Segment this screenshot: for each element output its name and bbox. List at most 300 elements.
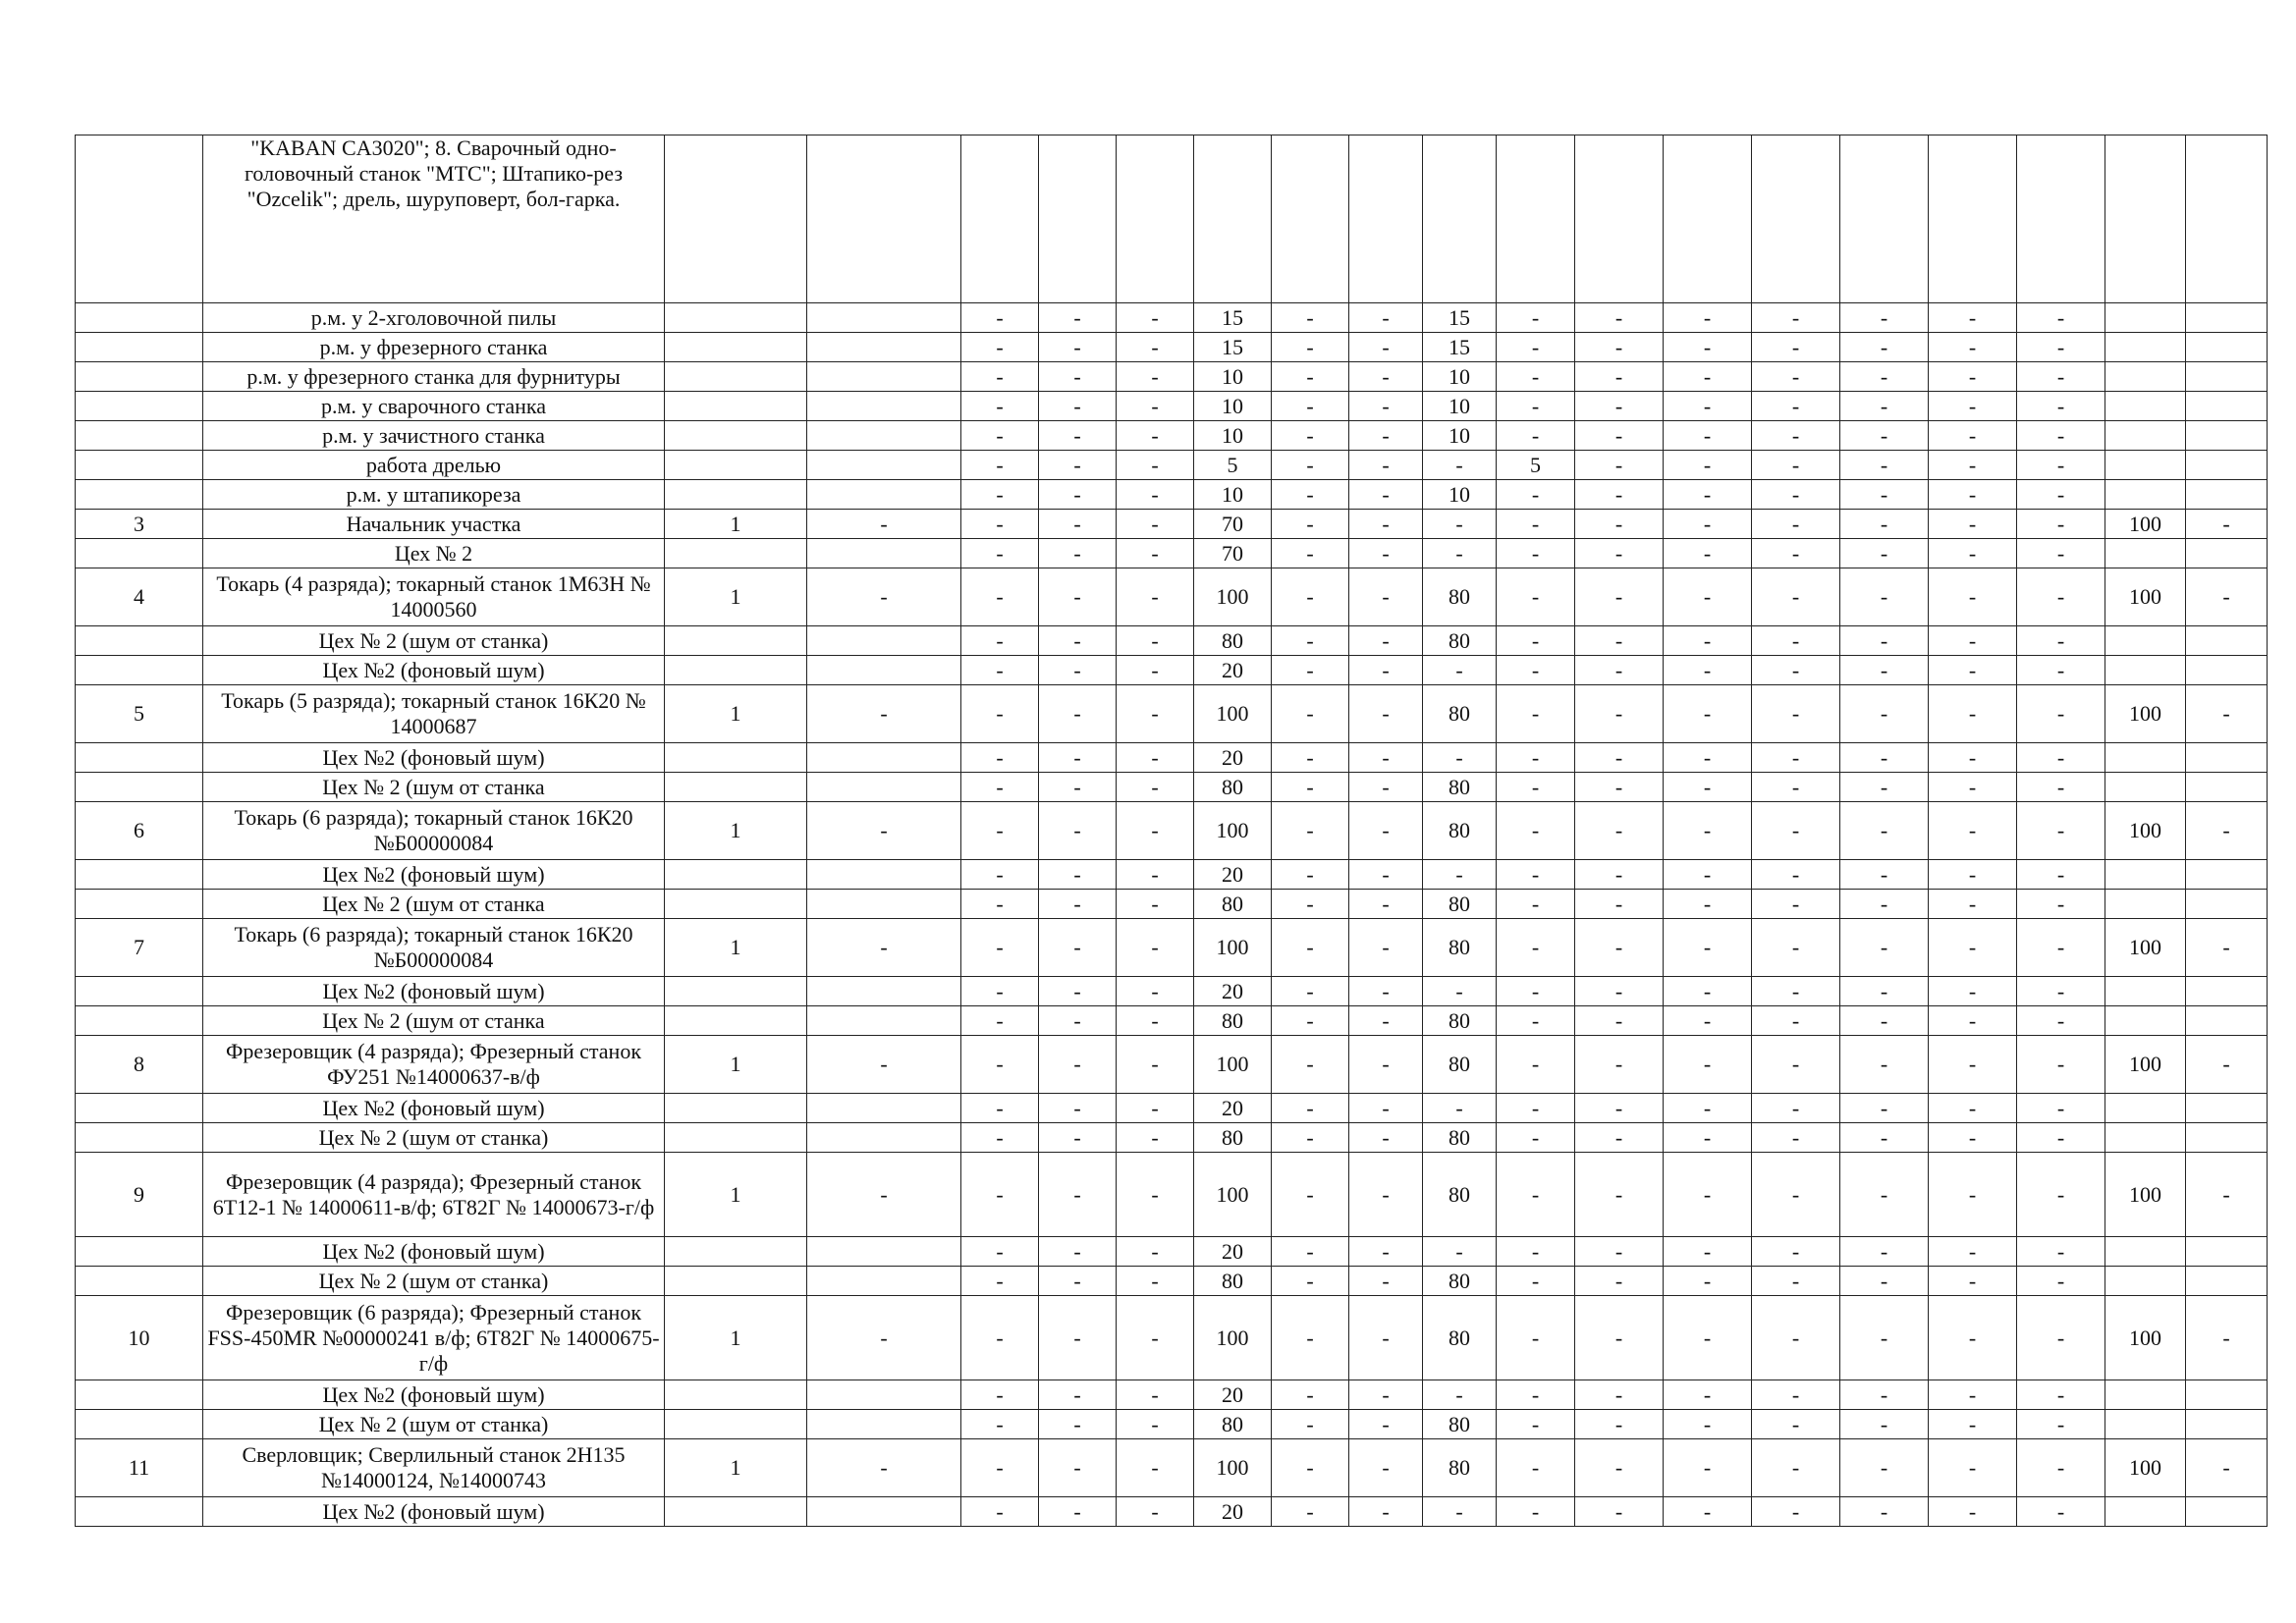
value-cell: - xyxy=(1117,890,1194,919)
value-cell: - xyxy=(2186,568,2268,626)
row-description: Токарь (6 разряда); токарный станок 16К20 №Б00000084 xyxy=(203,919,665,977)
value-cell xyxy=(2186,1094,2268,1123)
value-cell: - xyxy=(1039,392,1117,421)
row-number: 11 xyxy=(76,1439,203,1497)
value-cell: 100 xyxy=(1194,568,1272,626)
value-cell: - xyxy=(1575,656,1664,685)
value-cell: - xyxy=(1664,977,1752,1006)
value-cell xyxy=(807,1123,961,1153)
table-row xyxy=(76,1123,2268,1153)
value-cell: - xyxy=(1117,977,1194,1006)
value-cell xyxy=(2105,480,2186,510)
value-cell xyxy=(1272,135,1349,303)
value-cell: - xyxy=(1664,1267,1752,1296)
value-cell: - xyxy=(1840,1497,1929,1527)
value-cell: - xyxy=(1752,1497,1840,1527)
value-cell: - xyxy=(1840,303,1929,333)
value-cell: - xyxy=(2017,568,2105,626)
value-cell: - xyxy=(1349,1036,1423,1094)
value-cell: 10 xyxy=(1423,421,1497,451)
row-description: Цех № 2 (шум от станка) xyxy=(203,1123,665,1153)
value-cell: - xyxy=(1664,1296,1752,1380)
noise-assessment-table xyxy=(75,135,2268,1527)
value-cell: - xyxy=(1423,510,1497,539)
value-cell: - xyxy=(1664,890,1752,919)
value-cell: - xyxy=(1752,510,1840,539)
value-cell: 20 xyxy=(1194,656,1272,685)
value-cell: 80 xyxy=(1194,1123,1272,1153)
value-cell: 20 xyxy=(1194,743,1272,773)
value-cell: - xyxy=(1423,1380,1497,1410)
value-cell xyxy=(665,480,807,510)
value-cell: - xyxy=(1272,743,1349,773)
value-cell: - xyxy=(1349,1497,1423,1527)
value-cell: 80 xyxy=(1194,626,1272,656)
value-cell: - xyxy=(2186,1036,2268,1094)
value-cell xyxy=(807,480,961,510)
value-cell: - xyxy=(1664,1094,1752,1123)
value-cell xyxy=(2017,135,2105,303)
value-cell: - xyxy=(1664,480,1752,510)
row-number: 8 xyxy=(76,1036,203,1094)
value-cell: - xyxy=(1752,1094,1840,1123)
value-cell: - xyxy=(1752,977,1840,1006)
value-cell: - xyxy=(1752,1410,1840,1439)
value-cell: - xyxy=(1575,1380,1664,1410)
row-number xyxy=(76,421,203,451)
value-cell: - xyxy=(1272,1439,1349,1497)
value-cell: - xyxy=(1664,626,1752,656)
value-cell: - xyxy=(1929,860,2017,890)
value-cell: - xyxy=(2017,1006,2105,1036)
value-cell: - xyxy=(1497,1410,1575,1439)
value-cell: - xyxy=(1929,1410,2017,1439)
value-cell: - xyxy=(1117,303,1194,333)
value-cell: - xyxy=(1349,1237,1423,1267)
value-cell xyxy=(665,860,807,890)
value-cell: - xyxy=(961,860,1039,890)
value-cell: - xyxy=(1497,1153,1575,1237)
value-cell: - xyxy=(961,362,1039,392)
value-cell: - xyxy=(961,421,1039,451)
value-cell xyxy=(807,362,961,392)
value-cell xyxy=(2186,890,2268,919)
value-cell: - xyxy=(1039,743,1117,773)
value-cell: - xyxy=(1929,568,2017,626)
value-cell: - xyxy=(1664,1153,1752,1237)
value-cell: - xyxy=(1575,1267,1664,1296)
value-cell: - xyxy=(1349,773,1423,802)
value-cell: - xyxy=(1575,362,1664,392)
value-cell: - xyxy=(1929,626,2017,656)
value-cell xyxy=(2105,539,2186,568)
value-cell: - xyxy=(1575,1497,1664,1527)
value-cell xyxy=(807,1094,961,1123)
value-cell xyxy=(807,1267,961,1296)
value-cell: 10 xyxy=(1423,392,1497,421)
value-cell: - xyxy=(1272,1380,1349,1410)
value-cell xyxy=(807,1380,961,1410)
value-cell: - xyxy=(1575,480,1664,510)
value-cell: 80 xyxy=(1423,890,1497,919)
row-number xyxy=(76,656,203,685)
row-number xyxy=(76,860,203,890)
value-cell: 80 xyxy=(1423,1410,1497,1439)
value-cell: - xyxy=(1117,510,1194,539)
value-cell: - xyxy=(1929,1296,2017,1380)
value-cell: - xyxy=(1752,1237,1840,1267)
value-cell: - xyxy=(1497,773,1575,802)
value-cell xyxy=(2105,1410,2186,1439)
value-cell: - xyxy=(1497,860,1575,890)
value-cell: 80 xyxy=(1423,1036,1497,1094)
value-cell: - xyxy=(1840,656,1929,685)
table-row xyxy=(76,333,2268,362)
row-description: р.м. у зачистного станка xyxy=(203,421,665,451)
value-cell: - xyxy=(2017,451,2105,480)
value-cell: 70 xyxy=(1194,510,1272,539)
value-cell: - xyxy=(1497,1267,1575,1296)
value-cell: - xyxy=(1117,1439,1194,1497)
value-cell: - xyxy=(1752,1123,1840,1153)
value-cell xyxy=(665,451,807,480)
value-cell: - xyxy=(1039,303,1117,333)
value-cell: - xyxy=(1752,480,1840,510)
value-cell: - xyxy=(961,626,1039,656)
value-cell: - xyxy=(807,1153,961,1237)
value-cell: - xyxy=(1497,303,1575,333)
value-cell xyxy=(2186,1410,2268,1439)
value-cell: - xyxy=(2017,1153,2105,1237)
value-cell: - xyxy=(1272,1410,1349,1439)
value-cell: - xyxy=(961,1296,1039,1380)
value-cell: 10 xyxy=(1194,392,1272,421)
value-cell: - xyxy=(1840,1380,1929,1410)
value-cell: - xyxy=(1575,685,1664,743)
value-cell xyxy=(2105,135,2186,303)
row-description: Фрезеровщик (4 разряда); Фрезерный станок ФУ251 №14000637-в/ф xyxy=(203,1036,665,1094)
value-cell: - xyxy=(1039,1439,1117,1497)
value-cell: - xyxy=(1497,977,1575,1006)
row-number xyxy=(76,773,203,802)
row-description: Цех № 2 (шум от станка) xyxy=(203,1410,665,1439)
value-cell: - xyxy=(1117,480,1194,510)
value-cell xyxy=(807,743,961,773)
value-cell: 100 xyxy=(1194,1439,1272,1497)
value-cell: - xyxy=(1349,1296,1423,1380)
value-cell: - xyxy=(1497,362,1575,392)
value-cell: - xyxy=(1423,1497,1497,1527)
value-cell: - xyxy=(1039,1410,1117,1439)
value-cell: - xyxy=(1575,1237,1664,1267)
value-cell: - xyxy=(1575,568,1664,626)
row-description: Цех №2 (фоновый шум) xyxy=(203,1380,665,1410)
value-cell xyxy=(665,392,807,421)
value-cell: - xyxy=(1349,1153,1423,1237)
value-cell: 1 xyxy=(665,568,807,626)
value-cell: 100 xyxy=(2105,919,2186,977)
value-cell: - xyxy=(2017,333,2105,362)
value-cell: 20 xyxy=(1194,860,1272,890)
value-cell: - xyxy=(1117,1267,1194,1296)
value-cell: 15 xyxy=(1194,333,1272,362)
value-cell xyxy=(807,1410,961,1439)
value-cell: - xyxy=(1929,685,2017,743)
value-cell: - xyxy=(1349,303,1423,333)
value-cell: - xyxy=(1664,451,1752,480)
value-cell: - xyxy=(2017,1036,2105,1094)
value-cell: - xyxy=(1039,510,1117,539)
row-description: Сверловщик; Сверлильный станок 2Н135 №14000124, №14000743 xyxy=(203,1439,665,1497)
value-cell: 80 xyxy=(1194,773,1272,802)
value-cell: 80 xyxy=(1423,1006,1497,1036)
value-cell: 100 xyxy=(1194,802,1272,860)
value-cell xyxy=(2105,773,2186,802)
value-cell: - xyxy=(1272,685,1349,743)
value-cell: - xyxy=(1752,685,1840,743)
table-row xyxy=(76,135,2268,303)
value-cell: - xyxy=(1272,1296,1349,1380)
row-number xyxy=(76,539,203,568)
row-description: Цех №2 (фоновый шум) xyxy=(203,977,665,1006)
value-cell: - xyxy=(1039,451,1117,480)
value-cell: - xyxy=(1349,860,1423,890)
value-cell: - xyxy=(961,539,1039,568)
value-cell: - xyxy=(2017,1380,2105,1410)
value-cell xyxy=(665,1380,807,1410)
value-cell: - xyxy=(1664,919,1752,977)
value-cell: - xyxy=(1349,1439,1423,1497)
value-cell xyxy=(2105,421,2186,451)
value-cell: - xyxy=(1929,1267,2017,1296)
value-cell: - xyxy=(807,685,961,743)
value-cell: - xyxy=(961,1267,1039,1296)
table-row xyxy=(76,392,2268,421)
value-cell: - xyxy=(1117,1006,1194,1036)
row-number xyxy=(76,1380,203,1410)
value-cell: - xyxy=(2017,626,2105,656)
value-cell: 1 xyxy=(665,802,807,860)
value-cell: - xyxy=(1752,1380,1840,1410)
value-cell xyxy=(2186,1497,2268,1527)
table-row xyxy=(76,1153,2268,1237)
value-cell: - xyxy=(1117,1036,1194,1094)
value-cell xyxy=(665,1123,807,1153)
value-cell xyxy=(2105,1094,2186,1123)
value-cell: - xyxy=(1349,333,1423,362)
value-cell xyxy=(807,626,961,656)
value-cell: - xyxy=(807,802,961,860)
value-cell: 80 xyxy=(1423,1267,1497,1296)
value-cell: - xyxy=(1575,1036,1664,1094)
value-cell: - xyxy=(1117,392,1194,421)
value-cell: 1 xyxy=(665,510,807,539)
value-cell: - xyxy=(1575,919,1664,977)
value-cell: - xyxy=(1752,303,1840,333)
row-number xyxy=(76,333,203,362)
value-cell: - xyxy=(1039,919,1117,977)
value-cell: - xyxy=(1664,1237,1752,1267)
value-cell: 80 xyxy=(1423,1123,1497,1153)
value-cell: - xyxy=(1575,1094,1664,1123)
table-row xyxy=(76,1237,2268,1267)
value-cell: - xyxy=(1497,568,1575,626)
value-cell xyxy=(2186,539,2268,568)
row-number xyxy=(76,392,203,421)
table-row xyxy=(76,303,2268,333)
value-cell: - xyxy=(1840,743,1929,773)
table-row xyxy=(76,451,2268,480)
value-cell xyxy=(2105,1267,2186,1296)
value-cell xyxy=(807,656,961,685)
row-description: Цех №2 (фоновый шум) xyxy=(203,860,665,890)
value-cell: 100 xyxy=(2105,510,2186,539)
value-cell: - xyxy=(1349,1267,1423,1296)
table-row xyxy=(76,362,2268,392)
table-row xyxy=(76,1439,2268,1497)
value-cell xyxy=(2186,1006,2268,1036)
value-cell: - xyxy=(1272,1267,1349,1296)
value-cell xyxy=(2186,135,2268,303)
value-cell xyxy=(2186,451,2268,480)
value-cell: - xyxy=(1349,480,1423,510)
value-cell: - xyxy=(1423,539,1497,568)
value-cell: 20 xyxy=(1194,977,1272,1006)
value-cell: - xyxy=(1272,1123,1349,1153)
value-cell: - xyxy=(2017,743,2105,773)
value-cell: 1 xyxy=(665,1036,807,1094)
row-description: Токарь (4 разряда); токарный станок 1М63Н № 14000560 xyxy=(203,568,665,626)
value-cell: - xyxy=(1664,1123,1752,1153)
value-cell: - xyxy=(1039,773,1117,802)
value-cell xyxy=(2186,860,2268,890)
value-cell: - xyxy=(1349,421,1423,451)
value-cell: - xyxy=(2186,802,2268,860)
value-cell: - xyxy=(1423,860,1497,890)
value-cell xyxy=(1575,135,1664,303)
table-row xyxy=(76,421,2268,451)
table-row xyxy=(76,1006,2268,1036)
value-cell: - xyxy=(1272,1094,1349,1123)
value-cell: - xyxy=(1929,1094,2017,1123)
value-cell: - xyxy=(1840,539,1929,568)
value-cell: - xyxy=(1272,890,1349,919)
value-cell: - xyxy=(1039,1036,1117,1094)
value-cell: - xyxy=(1575,1006,1664,1036)
row-description: Цех №2 (фоновый шум) xyxy=(203,656,665,685)
value-cell xyxy=(2105,451,2186,480)
value-cell xyxy=(2105,1497,2186,1527)
table-row xyxy=(76,860,2268,890)
value-cell: - xyxy=(2017,303,2105,333)
value-cell: 100 xyxy=(2105,1153,2186,1237)
value-cell: - xyxy=(1117,362,1194,392)
value-cell: - xyxy=(1840,510,1929,539)
value-cell: - xyxy=(1840,333,1929,362)
value-cell: - xyxy=(2017,890,2105,919)
value-cell: - xyxy=(961,392,1039,421)
value-cell xyxy=(665,890,807,919)
table-row xyxy=(76,1267,2268,1296)
row-number xyxy=(76,451,203,480)
value-cell: - xyxy=(2017,773,2105,802)
value-cell: - xyxy=(1575,890,1664,919)
value-cell: - xyxy=(1497,1497,1575,1527)
value-cell: - xyxy=(1929,919,2017,977)
value-cell: - xyxy=(1349,626,1423,656)
value-cell: - xyxy=(1039,802,1117,860)
value-cell: - xyxy=(1664,1036,1752,1094)
value-cell: - xyxy=(1664,303,1752,333)
value-cell: 100 xyxy=(2105,1036,2186,1094)
value-cell: - xyxy=(2017,539,2105,568)
value-cell: - xyxy=(1840,1123,1929,1153)
value-cell: - xyxy=(1840,392,1929,421)
row-description: р.м. у 2-хголовочной пилы xyxy=(203,303,665,333)
table-row xyxy=(76,773,2268,802)
value-cell: 80 xyxy=(1194,1267,1272,1296)
value-cell: 20 xyxy=(1194,1380,1272,1410)
value-cell xyxy=(665,135,807,303)
table-row xyxy=(76,743,2268,773)
value-cell: - xyxy=(961,977,1039,1006)
value-cell: - xyxy=(1752,451,1840,480)
value-cell: - xyxy=(1039,1380,1117,1410)
value-cell: - xyxy=(2017,1497,2105,1527)
value-cell: - xyxy=(1272,539,1349,568)
value-cell: - xyxy=(1575,626,1664,656)
value-cell: - xyxy=(1840,568,1929,626)
value-cell: - xyxy=(1840,626,1929,656)
value-cell: - xyxy=(1664,1380,1752,1410)
value-cell: - xyxy=(1752,743,1840,773)
row-description: Цех №2 (фоновый шум) xyxy=(203,743,665,773)
value-cell: 80 xyxy=(1423,626,1497,656)
row-description: Токарь (6 разряда); токарный станок 16К20 №Б00000084 xyxy=(203,802,665,860)
value-cell: - xyxy=(1039,1296,1117,1380)
row-number xyxy=(76,743,203,773)
value-cell: - xyxy=(1272,392,1349,421)
value-cell: - xyxy=(1497,1123,1575,1153)
value-cell xyxy=(665,773,807,802)
row-description: Фрезеровщик (4 разряда); Фрезерный станок 6Т12-1 № 14000611-в/ф; 6Т82Г № 14000673-г/ф xyxy=(203,1153,665,1237)
row-description: Цех № 2 xyxy=(203,539,665,568)
value-cell: - xyxy=(1272,773,1349,802)
value-cell: - xyxy=(1575,421,1664,451)
value-cell: - xyxy=(1039,1497,1117,1527)
value-cell: - xyxy=(1117,539,1194,568)
value-cell: - xyxy=(1752,1006,1840,1036)
table-row xyxy=(76,1410,2268,1439)
value-cell: - xyxy=(2017,480,2105,510)
value-cell: - xyxy=(1117,1123,1194,1153)
value-cell xyxy=(2186,656,2268,685)
value-cell: - xyxy=(1117,1153,1194,1237)
value-cell: - xyxy=(1349,1123,1423,1153)
value-cell xyxy=(2186,480,2268,510)
row-description: р.м. у фрезерного станка xyxy=(203,333,665,362)
row-description: Токарь (5 разряда); токарный станок 16К20 № 14000687 xyxy=(203,685,665,743)
value-cell: - xyxy=(1272,1006,1349,1036)
table-row xyxy=(76,656,2268,685)
value-cell: - xyxy=(1575,510,1664,539)
value-cell: - xyxy=(1575,539,1664,568)
value-cell: - xyxy=(1349,802,1423,860)
value-cell: - xyxy=(1497,626,1575,656)
table-row xyxy=(76,1380,2268,1410)
value-cell: - xyxy=(1752,773,1840,802)
value-cell xyxy=(807,392,961,421)
